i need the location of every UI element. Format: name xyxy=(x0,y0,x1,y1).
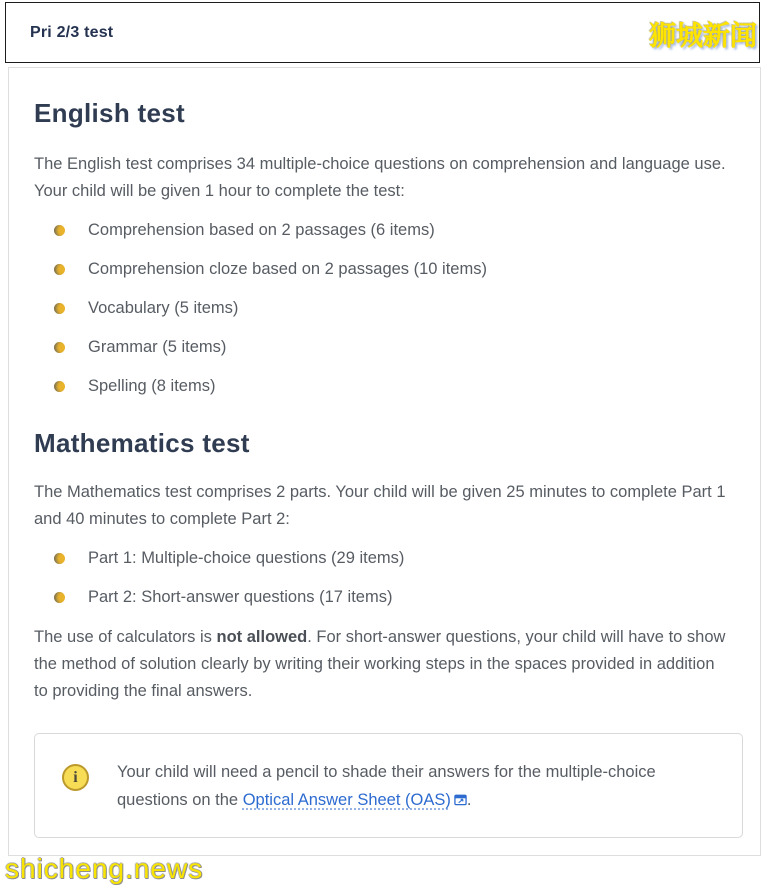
oas-link-label: Optical Answer Sheet (OAS) xyxy=(242,791,451,809)
info-icon xyxy=(62,764,89,791)
dot-bullet-icon xyxy=(54,381,65,392)
section-heading-english: English test xyxy=(34,98,185,128)
dot-bullet-icon xyxy=(54,225,65,236)
math-intro: The Mathematics test comprises 2 parts. Your child will be given 25 minutes to complete Part 1 and 40 minutes to complete Part 2: xyxy=(34,483,726,528)
page-title: Pri 2/3 test xyxy=(30,23,114,41)
list-item-label: Comprehension based on 2 passages (6 items) xyxy=(88,221,435,239)
dot-bullet-icon xyxy=(54,264,65,275)
list-item xyxy=(34,374,734,399)
english-list xyxy=(34,218,734,399)
math-list xyxy=(34,546,734,610)
content-panel xyxy=(8,67,761,856)
dot-bullet-icon xyxy=(54,342,65,353)
page-header xyxy=(5,2,760,63)
section-heading-mathematics: Mathematics test xyxy=(34,428,250,458)
dot-bullet-icon xyxy=(54,303,65,314)
list-item-label: Comprehension cloze based on 2 passages (10 items) xyxy=(88,260,487,278)
watermark-top: 狮城新闻 xyxy=(649,21,757,51)
list-item xyxy=(34,546,734,571)
info-text xyxy=(117,758,717,815)
list-item xyxy=(34,585,734,610)
list-item xyxy=(34,257,734,282)
list-item xyxy=(34,296,734,321)
note-before: The use of calculators is xyxy=(34,628,217,646)
info-callout xyxy=(34,733,743,838)
dot-bullet-icon xyxy=(54,553,65,564)
list-item-label: Spelling (8 items) xyxy=(88,377,216,395)
list-item xyxy=(34,218,734,243)
english-intro: The English test comprises 34 multiple-choice questions on comprehension and language use. Your child will be given 1 hour to complete the test: xyxy=(34,155,726,200)
note-bold: not allowed xyxy=(216,628,308,646)
info-before-link: Your child will need a pencil to shade their answers for the multiple-choice questions on the xyxy=(117,763,656,809)
dot-bullet-icon xyxy=(54,592,65,603)
popup-window-icon xyxy=(454,787,467,815)
list-item-label: Grammar (5 items) xyxy=(88,338,227,356)
oas-link[interactable] xyxy=(243,791,467,809)
calculator-note xyxy=(34,624,731,705)
watermark-bottom: shicheng.news xyxy=(5,853,204,884)
list-item-label: Part 2: Short-answer questions (17 items) xyxy=(88,588,393,606)
list-item xyxy=(34,335,734,360)
list-item-label: Vocabulary (5 items) xyxy=(88,299,239,317)
info-after-link: . xyxy=(466,791,472,809)
list-item-label: Part 1: Multiple-choice questions (29 items) xyxy=(88,549,405,567)
note-after: . For short-answer questions, your child will have to show the method of solution clearly by writing their working steps in the spaces provided in addition to providing the final answers. xyxy=(34,628,726,700)
